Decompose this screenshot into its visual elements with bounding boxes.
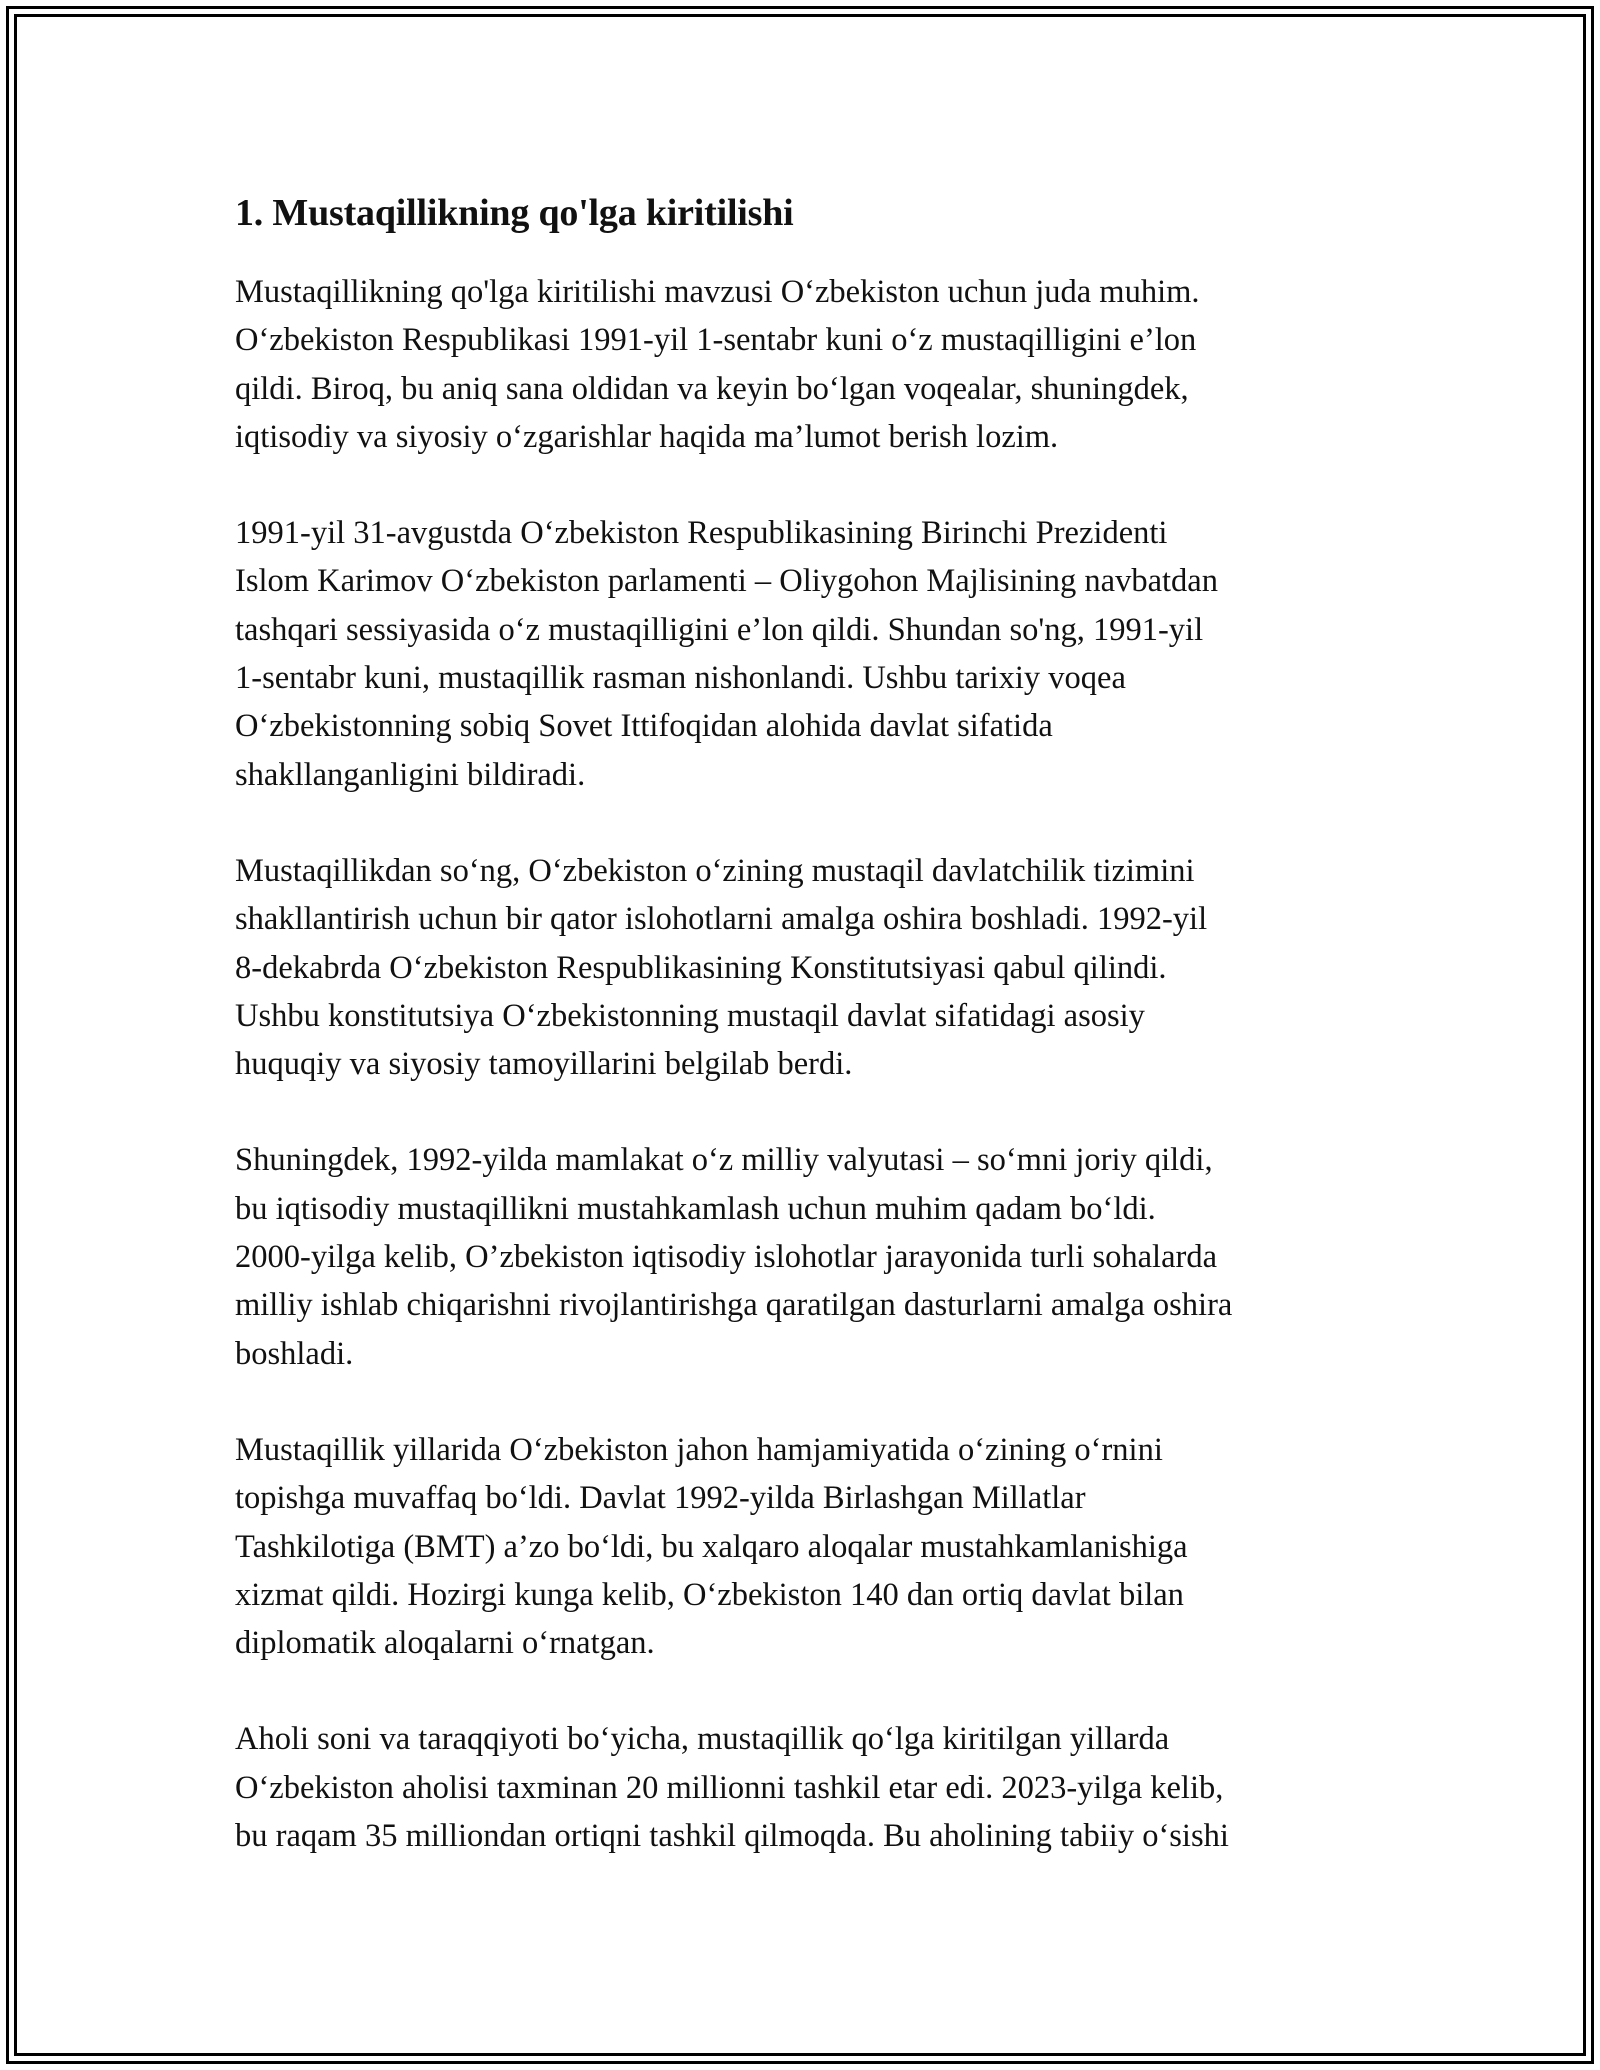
paragraph-line: diplomatik aloqalarni o‘rnatgan. — [235, 1625, 655, 1662]
paragraph-line: iqtisodiy va siyosiy o‘zgarishlar haqida ma’lumot berish lozim. — [235, 418, 1059, 455]
section-heading: 1. Mustaqillikning qo'lga kiritilishi — [235, 192, 794, 234]
paragraph-line: bu raqam 35 milliondan ortiqni tashkil qilmoqda. Bu aholining tabiiy o‘sishi — [235, 1818, 1229, 1855]
paragraph-line: Ushbu konstitutsiya O‘zbekistonning mustaqil davlat sifatidagi asosiy — [235, 997, 1145, 1034]
paragraph-line: shakllantirish uchun bir qator islohotlarni amalga oshira boshladi. 1992-yil — [235, 901, 1208, 938]
paragraphs-container — [235, 268, 1365, 1860]
paragraph-line: Mustaqillikdan so‘ng, O‘zbekiston o‘zining mustaqil davlatchilik tizimini — [235, 852, 1195, 889]
paragraph-4 — [235, 1136, 1365, 1377]
paragraph-2 — [235, 509, 1365, 799]
paragraph-line: 8-dekabrda O‘zbekiston Respublikasining Konstitutsiyasi qabul qilindi. — [235, 949, 1167, 986]
paragraph-line: Tashkilotiga (BMT) a’zo bo‘ldi, bu xalqaro aloqalar mustahkamlanishiga — [235, 1528, 1188, 1565]
paragraph-line: bu iqtisodiy mustaqillikni mustahkamlash uchun muhim qadam bo‘ldi. — [235, 1190, 1156, 1227]
paragraph-line: Aholi soni va taraqqiyoti bo‘yicha, mustaqillik qo‘lga kiritilgan yillarda — [235, 1721, 1170, 1758]
paragraph-line: Mustaqillik yillarida O‘zbekiston jahon hamjamiyatida o‘zining o‘rnini — [235, 1431, 1163, 1468]
paragraph-line: 2000-yilga kelib, O’zbekiston iqtisodiy islohotlar jarayonida turli sohalarda — [235, 1239, 1218, 1276]
paragraph-line: huquqiy va siyosiy tamoyillarini belgilab berdi. — [235, 1046, 853, 1083]
paragraph-line: O‘zbekistonning sobiq Sovet Ittifoqidan alohida davlat sifatida — [235, 708, 1053, 745]
paragraph-line: milliy ishlab chiqarishni rivojlantirishga qaratilgan dasturlarni amalga oshira — [235, 1287, 1233, 1324]
paragraph-line: O‘zbekiston Respublikasi 1991-yil 1-sentabr kuni o‘z mustaqilligini e’lon — [235, 322, 1197, 359]
paragraph-line: boshladi. — [235, 1335, 354, 1372]
document-body — [235, 186, 1365, 1908]
paragraph-line: O‘zbekiston aholisi taxminan 20 millionni tashkil etar edi. 2023-yilga kelib, — [235, 1769, 1224, 1806]
paragraph-5 — [235, 1426, 1365, 1667]
paragraph-line: Mustaqillikning qo'lga kiritilishi mavzusi O‘zbekiston uchun juda muhim. — [235, 274, 1200, 310]
paragraph-line: shakllanganligini bildiradi. — [235, 756, 586, 793]
paragraph-line: xizmat qildi. Hozirgi kunga kelib, O‘zbekiston 140 dan ortiq davlat bilan — [235, 1576, 1184, 1613]
paragraph-line: tashqari sessiyasida o‘z mustaqilligini e’lon qildi. Shundan so'ng, 1991-yil — [235, 611, 1204, 648]
paragraph-line: qildi. Biroq, bu aniq sana oldidan va keyin bo‘lgan voqealar, shuningdek, — [235, 370, 1189, 407]
paragraph-line: Islom Karimov O‘zbekiston parlamenti – Oliygohon Majlisining navbatdan — [235, 563, 1218, 600]
paragraph-line: 1-sentabr kuni, mustaqillik rasman nishonlandi. Ushbu tarixiy voqea — [235, 660, 1126, 697]
paragraph-line: Shuningdek, 1992-yilda mamlakat o‘z milliy valyutasi – so‘mni joriy qildi, — [235, 1142, 1213, 1179]
paragraph-6 — [235, 1715, 1365, 1860]
paragraph-1 — [235, 268, 1365, 461]
paragraph-line: topishga muvaffaq bo‘ldi. Davlat 1992-yilda Birlashgan Millatlar — [235, 1480, 1086, 1517]
paragraph-line: 1991-yil 31-avgustda O‘zbekiston Respublikasining Birinchi Prezidenti — [235, 515, 1168, 552]
paragraph-3 — [235, 847, 1365, 1088]
